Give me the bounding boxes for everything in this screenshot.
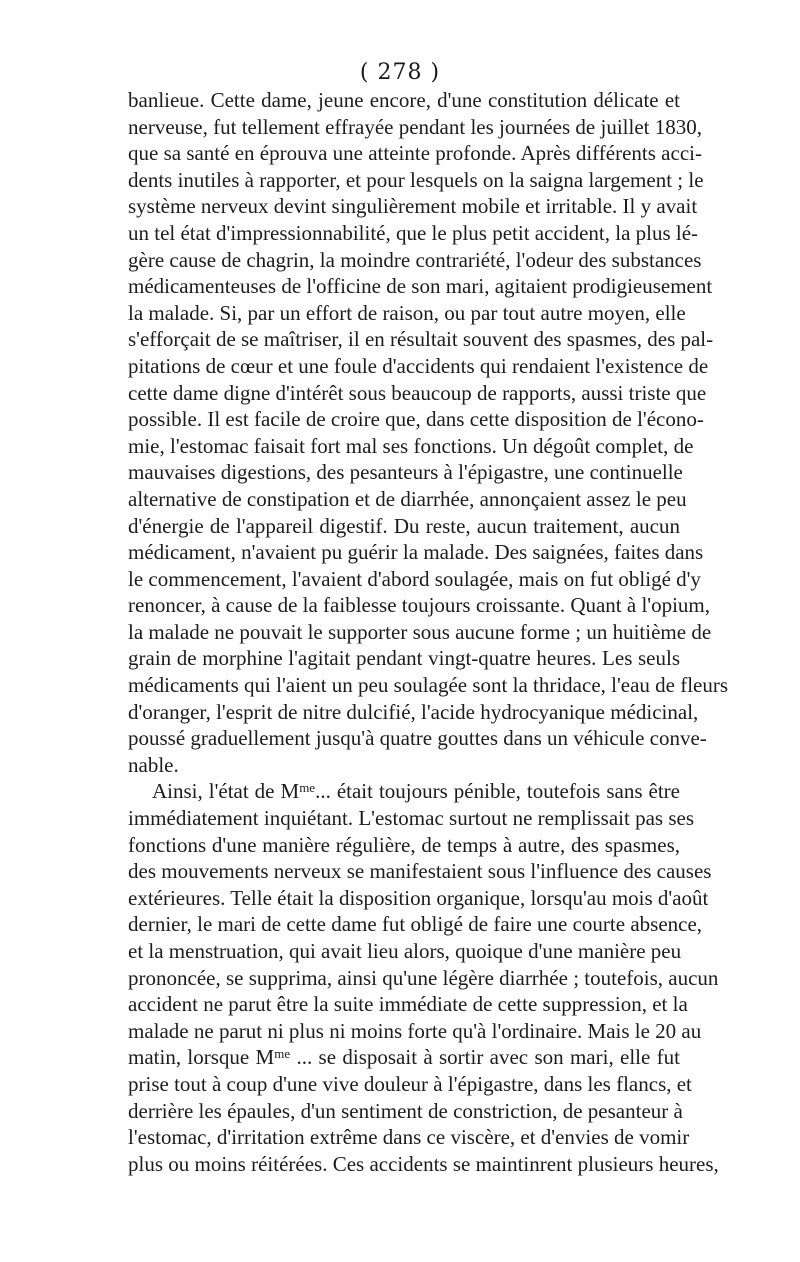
- text-line: derrière les épaules, d'un sentiment de constriction, de pesanteur à: [128, 1098, 683, 1123]
- text-line: mie, l'estomac faisait fort mal ses fonctions. Un dégoût complet, de: [128, 433, 694, 458]
- text-line: médicamenteuses de l'officine de son mari, agitaient prodigieusement: [128, 274, 713, 299]
- text-line: alternative de constipation et de diarrhée, annonçaient assez le peu: [128, 486, 687, 511]
- superscript-abbrev: me: [299, 780, 316, 796]
- text-line: immédiatement inquiétant. L'estomac surtout ne remplissait pas ses: [128, 806, 694, 831]
- body-text: [128, 87, 729, 1177]
- text-line: pitations de cœur et une foule d'accidents qui rendaient l'existence de: [128, 353, 709, 378]
- text-line: la malade ne pouvait le supporter sous aucune forme ; un huitième de: [128, 619, 712, 644]
- text-segment: matin, lorsque M: [128, 1045, 275, 1070]
- text-line: nerveuse, fut tellement effrayée pendant les journées de juillet 1830,: [128, 114, 702, 139]
- text-line: renoncer, à cause de la faiblesse toujours croissante. Quant à l'opium,: [128, 593, 710, 618]
- text-segment: Ainsi, l'état de M: [152, 779, 300, 804]
- text-line: fonctions d'une manière régulière, de temps à autre, des spasmes,: [128, 832, 680, 857]
- text-line: dents inutiles à rapporter, et pour lesquels on la saigna largement ; le: [128, 167, 704, 192]
- text-line: dernier, le mari de cette dame fut obligé de faire une courte absence,: [128, 912, 703, 937]
- text-line: la malade. Si, par un effort de raison, ou par tout autre moyen, elle: [128, 300, 686, 325]
- page-number: ( 278 ): [359, 60, 441, 85]
- text-line: cette dame digne d'intérêt sous beaucoup de rapports, aussi triste que: [128, 380, 707, 405]
- text-line: extérieures. Telle était la disposition organique, lorsqu'au mois d'août: [128, 885, 709, 910]
- text-segment: ... se disposait à sortir avec son mari, elle fut: [290, 1045, 680, 1070]
- text-line: que sa santé en éprouva une atteinte profonde. Après différents acci-: [128, 141, 702, 166]
- text-segment: ... était toujours pénible, toutefois sans être: [315, 779, 680, 804]
- text-line: grain de morphine l'agitait pendant vingt-quatre heures. Les seuls: [128, 646, 680, 671]
- text-line: un tel état d'impressionnabilité, que le plus petit accident, la plus lé-: [128, 220, 699, 245]
- text-line: [128, 1044, 680, 1071]
- text-line: malade ne parut ni plus ni moins forte qu'à l'ordinaire. Mais le 20 au: [128, 1018, 702, 1043]
- text-line: prononcée, se supprima, ainsi qu'une légère diarrhée ; toutefois, aucun: [128, 965, 719, 990]
- text-line: banlieue. Cette dame, jeune encore, d'une constitution délicate et: [128, 88, 680, 112]
- text-line: poussé graduellement jusqu'à quatre gouttes dans un véhicule conve-: [128, 726, 707, 751]
- text-line: d'oranger, l'esprit de nitre dulcifié, l'acide hydrocyanique médicinal,: [128, 699, 699, 724]
- text-line: et la menstruation, qui avait lieu alors, quoique d'une manière peu: [128, 939, 682, 963]
- text-line: possible. Il est facile de croire que, dans cette disposition de l'écono-: [128, 407, 704, 432]
- text-line: [128, 778, 680, 805]
- text-line: médicaments qui l'aient un peu soulagée sont la thridace, l'eau de fleurs: [128, 673, 729, 698]
- text-line: plus ou moins réitérées. Ces accidents se maintinrent plusieurs heures,: [128, 1151, 719, 1176]
- text-line: d'énergie de l'appareil digestif. Du reste, aucun traitement, aucun: [128, 513, 680, 538]
- text-line: nable.: [128, 752, 179, 777]
- text-line: s'efforçait de se maîtriser, il en résultait souvent des spasmes, des pal-: [128, 327, 714, 352]
- text-line: système nerveux devint singulièrement mobile et irritable. Il y avait: [128, 194, 698, 219]
- text-line: des mouvements nerveux se manifestaient sous l'influence des causes: [128, 859, 712, 884]
- text-line: accident ne parut être la suite immédiate de cette suppression, et la: [128, 992, 688, 1017]
- text-line: l'estomac, d'irritation extrême dans ce viscère, et d'envies de vomir: [128, 1125, 690, 1150]
- text-line: médicament, n'avaient pu guérir la malade. Des saignées, faites dans: [128, 540, 704, 565]
- text-line: le commencement, l'avaient d'abord soulagée, mais on fut obligé d'y: [128, 566, 701, 591]
- text-line: prise tout à coup d'une vive douleur à l'épigastre, dans les flancs, et: [128, 1071, 692, 1096]
- superscript-abbrev: me: [274, 1046, 291, 1062]
- text-line: gère cause de chagrin, la moindre contrariété, l'odeur des substances: [128, 247, 702, 272]
- text-line: mauvaises digestions, des pesanteurs à l'épigastre, une continuelle: [128, 460, 683, 485]
